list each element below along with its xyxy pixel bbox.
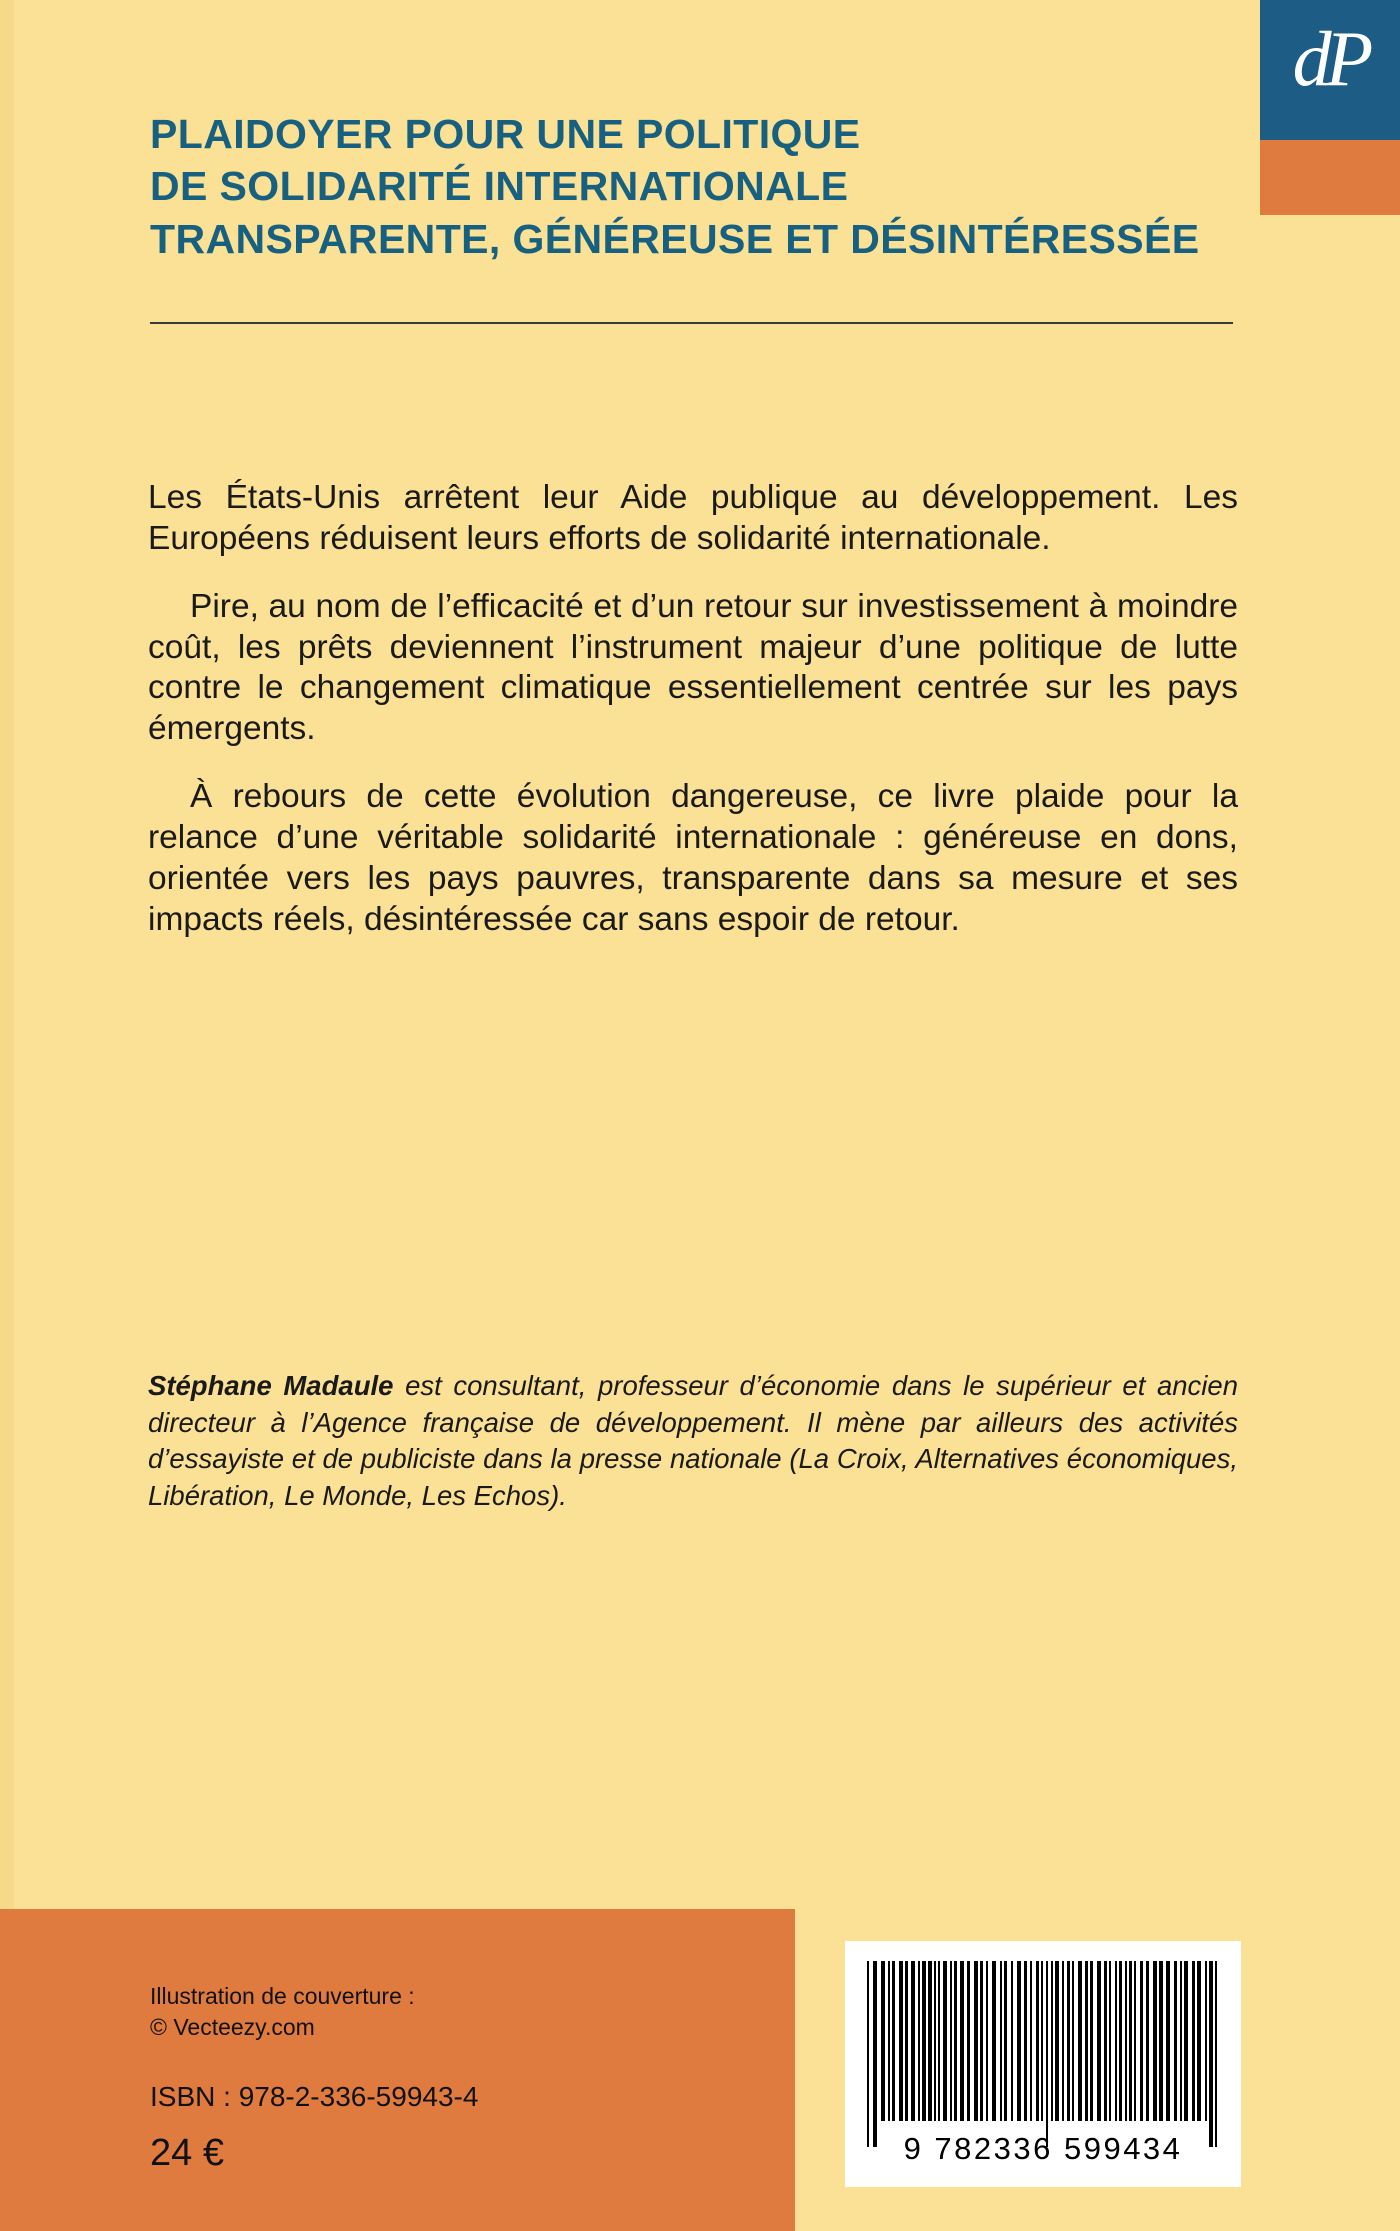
- credit-line-1: Illustration de couverture :: [150, 1983, 415, 2010]
- author-bio-text: est consultant, professeur d’économie dans le supérieur et ancien directeur à l’Agence française de développement. Il mène par ailleurs des activités d’essayiste et de publiciste dans la presse nationale (La Croix, Alternatives économiques, Libération, Le Monde, Les Echos).: [148, 1370, 1238, 1511]
- page-title: [150, 108, 1230, 265]
- logo-orange-square: [1260, 140, 1400, 215]
- publisher-logo-block: [1260, 0, 1400, 215]
- left-edge-strip: [0, 0, 14, 2231]
- title-divider: [150, 322, 1233, 324]
- author-bio: [148, 1368, 1238, 1514]
- bottom-bar: [0, 1909, 1400, 2231]
- barcode: [845, 1941, 1241, 2187]
- price-text: 24 €: [150, 2132, 224, 2174]
- author-name: Stéphane Madaule: [148, 1370, 394, 1401]
- title-line-1: PLAIDOYER POUR UNE POLITIQUE: [150, 111, 861, 157]
- cover-illustration-credit: [150, 1981, 710, 2043]
- title-line-2: DE SOLIDARITÉ INTERNATIONALE: [150, 163, 849, 210]
- blurb-paragraph-2: Pire, au nom de l’efficacité et d’un retour sur investissement à moindre coût, les prêts deviennent l’instrument majeur d’une politique de lutte contre le changement climatique essentiellement centrée sur les pays émergents.: [148, 587, 1238, 748]
- blurb-paragraph-1: Les États-Unis arrêtent leur Aide publique au développement. Les Européens réduisent leurs efforts de solidarité internationale.: [148, 479, 1238, 557]
- publisher-logo-icon: dP: [1292, 15, 1368, 102]
- barcode-digits: 9 782336 599434: [903, 2131, 1183, 2166]
- orange-panel: [0, 1909, 795, 2231]
- credit-line-2: © Vecteezy.com: [150, 2014, 315, 2041]
- isbn-text: ISBN : 978-2-336-59943-4: [150, 2081, 479, 2112]
- barcode-bars: [867, 1961, 1219, 2121]
- title-line-3: TRANSPARENTE, GÉNÉREUSE ET DÉSINTÉRESSÉE: [150, 215, 1200, 262]
- blurb-text: [148, 478, 1238, 941]
- blurb-paragraph-3: À rebours de cette évolution dangereuse, ce livre plaide pour la relance d’une véritable solidarité internationale : généreuse en dons, orientée vers les pays pauvres, transparente dans sa mesure et ses impacts réels, désintéressée car sans espoir de retour.: [148, 778, 1238, 938]
